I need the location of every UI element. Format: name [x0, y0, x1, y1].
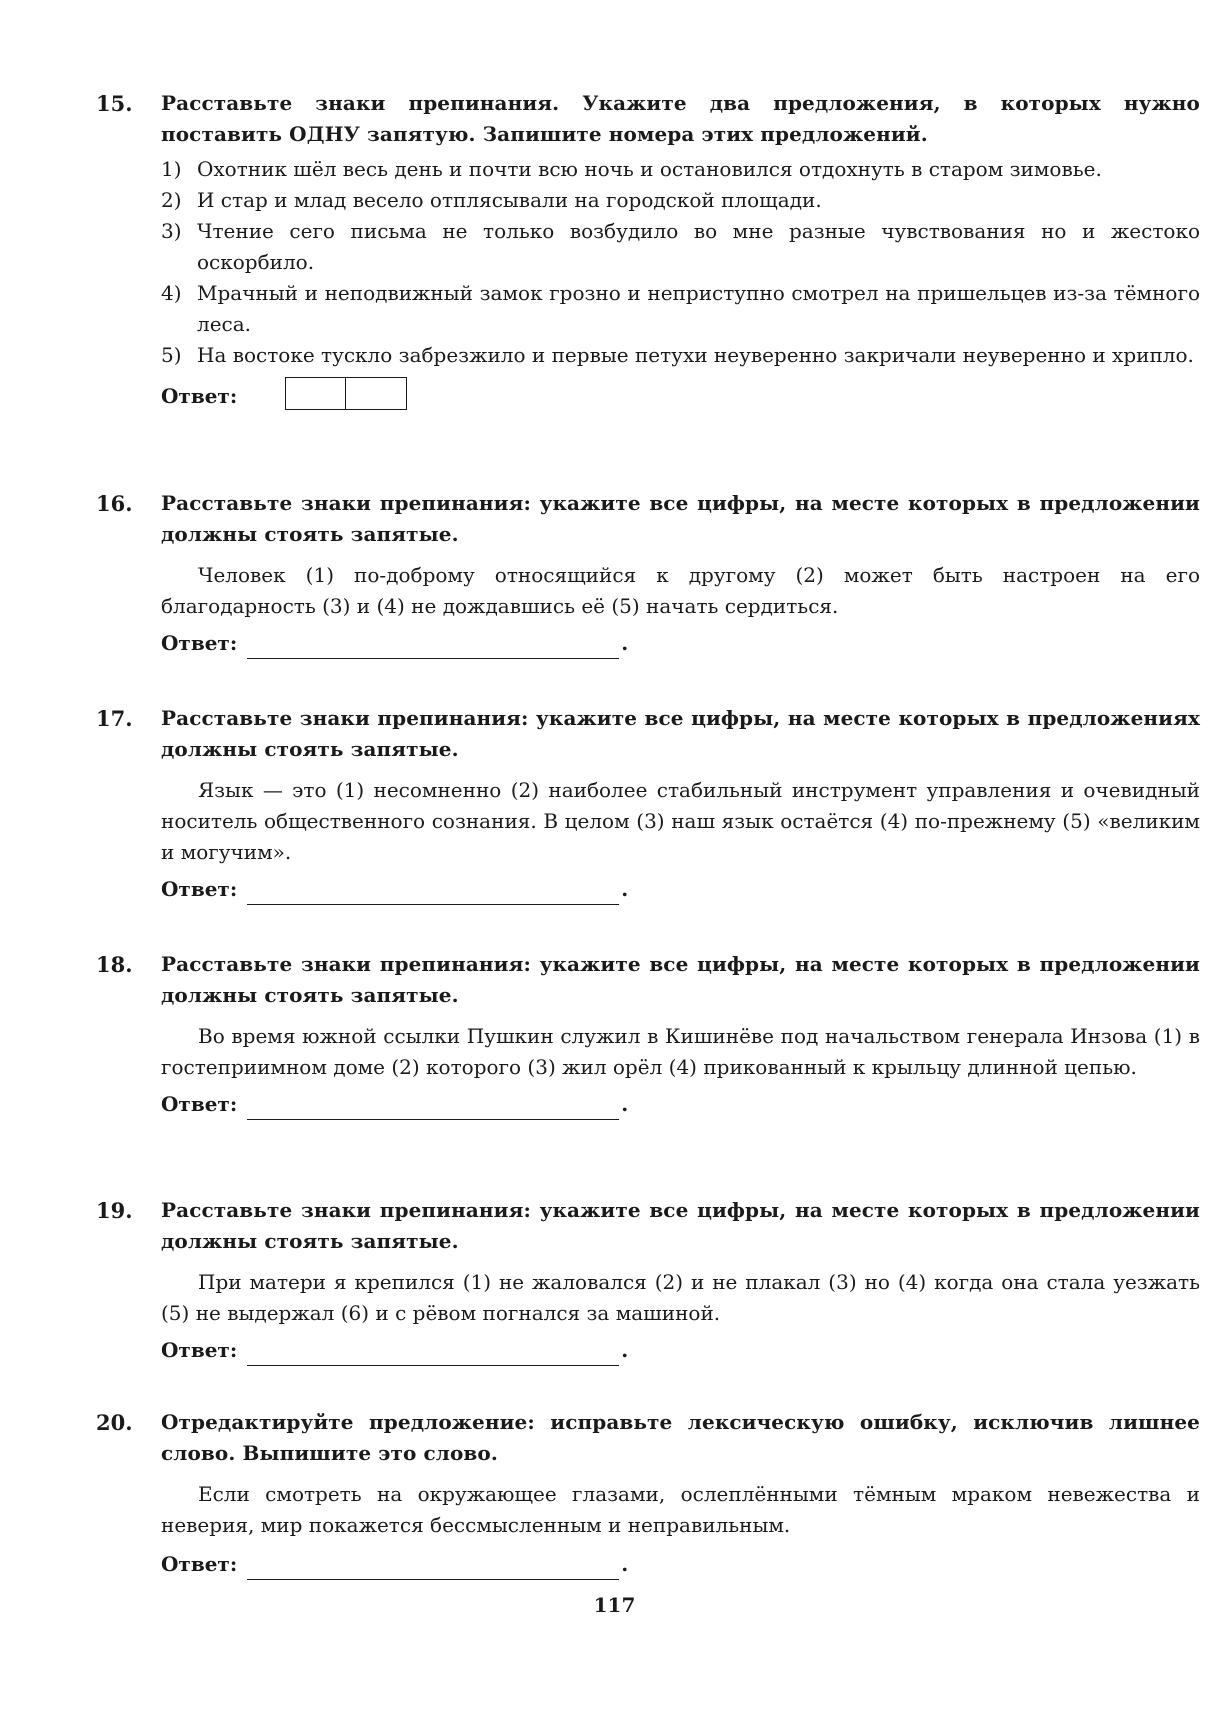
task-number: 16.	[96, 491, 133, 516]
answer-row: Ответ: .	[161, 628, 1200, 659]
option-item: 3) Чтение сего письма не только возбудило во мне разные чувствования но и жестоко оскорбило.	[161, 219, 1200, 274]
answer-label: Ответ:	[161, 1552, 238, 1576]
task-text: Если смотреть на окружающее глазами, ослеплёнными тёмным мраком невежества и неверия, мир покажется бессмысленным и неправильным.	[161, 1482, 1200, 1537]
answer-row: Ответ: .	[161, 1089, 1200, 1120]
task-prompt: Расставьте знаки препинания: укажите все цифры, на месте которых в предложении должны стоять запятые.	[161, 1198, 1200, 1253]
option-item: 4) Мрачный и неподвижный замок грозно и неприступно смотрел на пришельцев из-за тёмного леса.	[161, 281, 1200, 336]
task-text: Язык — это (1) несомненно (2) наиболее стабильный инструмент управления и очевидный носитель общественного сознания. В целом (3) наш язык остаётся (4) по-прежнему (5) «великим и могучим».	[161, 778, 1200, 864]
task-number: 19.	[96, 1198, 133, 1223]
task-18	[96, 949, 1200, 1120]
task-19	[96, 1195, 1200, 1366]
answer-label: Ответ:	[161, 384, 238, 408]
task-prompt: Расставьте знаки препинания: укажите все цифры, на месте которых в предложениях должны стоять запятые.	[161, 706, 1200, 761]
answer-row	[161, 377, 1200, 412]
task-20	[96, 1407, 1200, 1580]
task-prompt: Расставьте знаки препинания: укажите все цифры, на месте которых в предложении должны стоять запятые.	[161, 491, 1200, 546]
answer-cell[interactable]	[346, 377, 407, 410]
answer-row: Ответ: .	[161, 1335, 1200, 1366]
answer-row: Ответ: .	[161, 874, 1200, 905]
answer-line[interactable]	[247, 1097, 619, 1120]
option-item: 1) Охотник шёл весь день и почти всю ночь и остановился отдохнуть в старом зимовье.	[161, 157, 1102, 181]
page-number: 117	[593, 1593, 636, 1617]
answer-line[interactable]	[247, 882, 619, 905]
answer-label: Ответ:	[161, 631, 238, 655]
option-item: 5) На востоке тускло забрезжило и первые петухи неуверенно закричали неуверенно и хрипло.	[161, 343, 1194, 367]
answer-line[interactable]	[247, 636, 619, 659]
option-item: 2) И стар и млад весело отплясывали на городской площади.	[161, 188, 822, 212]
options-list	[161, 154, 1200, 371]
task-text: При матери я крепился (1) не жаловался (2) и не плакал (3) но (4) когда она стала уезжать (5) не выдержал (6) и с рёвом погнался за машиной.	[161, 1270, 1200, 1325]
answer-line[interactable]	[247, 1557, 619, 1580]
task-text: Человек (1) по-доброму относящийся к другому (2) может быть настроен на его благодарность (3) и (4) не дождавшись её (5) начать сердиться.	[161, 563, 1200, 618]
task-text: Во время южной ссылки Пушкин служил в Кишинёве под начальством генерала Инзова (1) в гостеприимном доме (2) которого (3) жил орёл (4) прикованный к крыльцу длинной цепью.	[161, 1024, 1200, 1079]
task-number: 20.	[96, 1410, 133, 1435]
task-number: 17.	[96, 706, 133, 731]
task-16	[96, 488, 1200, 659]
task-17	[96, 703, 1200, 905]
answer-row: Ответ: .	[161, 1549, 1200, 1580]
task-number: 18.	[96, 952, 133, 977]
answer-label: Ответ:	[161, 1338, 238, 1362]
answer-cell[interactable]	[285, 377, 346, 410]
task-prompt: Отредактируйте предложение: исправьте лексическую ошибку, исключив лишнее слово. Выпишите это слово.	[161, 1410, 1200, 1465]
task-number: 15.	[96, 91, 133, 116]
answer-line[interactable]	[247, 1343, 619, 1366]
answer-label: Ответ:	[161, 877, 238, 901]
answer-label: Ответ:	[161, 1092, 238, 1116]
task-15	[96, 88, 1200, 412]
task-prompt: Расставьте знаки препинания. Укажите два предложения, в которых нужно поставить ОДНУ запятую. Запишите номера этих предложений.	[161, 91, 1200, 146]
answer-cells	[285, 377, 407, 410]
task-prompt: Расставьте знаки препинания: укажите все цифры, на месте которых в предложении должны стоять запятые.	[161, 952, 1200, 1007]
